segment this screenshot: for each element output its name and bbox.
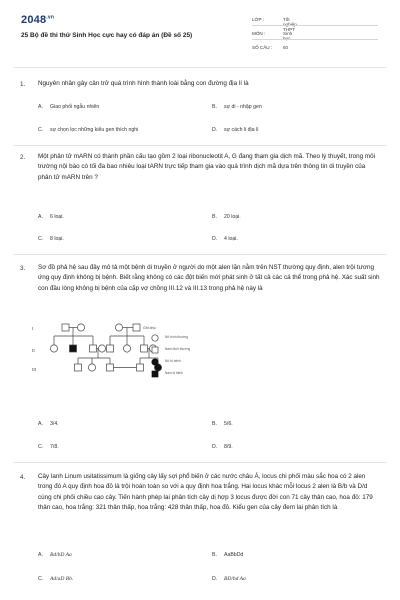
meta-divider [252,39,378,40]
option-text: AaBbDd [224,552,244,558]
question-number: 1. [20,81,26,88]
answer-option-b[interactable] [212,214,241,220]
question-text: Một phân tử mARN có thành phần cấu tạo gồm 2 loại ribonucleotit A, G đang tham gia dịch mã. Theo lý thuyết, trong môi trường nội bào có tối đa bao nhiêu loại tARN trực tiếp tham gia vào quá trình dịch mã dựa trên thông tin di truyền của phân tử mARN trên ? [38,153,375,181]
pedigree-male [90,345,97,352]
pedigree-female [77,324,84,331]
site-logo[interactable] [21,14,54,26]
meta-count-value: 50 [283,45,289,50]
answer-option-b[interactable] [212,552,243,558]
option-text: 3/4. [50,421,59,427]
meta-subject-label: MÔN : [252,31,266,36]
option-letter: B. [212,552,217,558]
document-header [0,0,400,64]
question-number: 3. [20,265,26,272]
answer-option-d[interactable] [212,576,246,582]
legend-male-normal-icon [151,346,159,354]
option-letter: D. [212,236,218,242]
pedigree-male [133,324,140,331]
option-letter: A. [38,552,43,558]
option-letter: D. [212,127,218,133]
legend-label: Nam bị bệnh [165,371,184,375]
legend-male-affected-icon [151,370,159,378]
pedigree-male [137,364,144,371]
question-text: Nguyên nhân gây cản trở quá trình hình thành loài bằng con đường địa lí là [38,80,249,87]
answer-option-b[interactable] [212,421,233,427]
answer-option-a[interactable] [38,421,59,427]
option-letter: D. [212,444,218,450]
option-text: sự chọn lọc những kiểu gen thích nghi [50,127,139,133]
meta-divider [252,25,378,26]
question-number: 2. [20,154,26,161]
option-letter: C. [38,236,44,242]
pedigree-female [88,364,95,371]
pedigree-affected-male [70,345,77,352]
pedigree-male [107,364,114,371]
question-text: Cây lanh Linum usitatissimum là giống cây lấy sợi phổ biến ở các nước châu Á, locus chi phối màu sắc hoa có 2 alen trong đó A quy định hoa đỏ là trội hoàn toàn so với a quy định hoa trắng. Hai locus khác mỗi locus 2 alen là B/b và D/d cùng chi phối chiều cao cây. Tiến hành phép lai phân tích cây dị hợp 3 locus được đời con 71 cây thân cao, hoa đỏ: 179 thân cao, hoa trắng: 321 thân thấp, hoa trắng: 428 thân thấp, hoa đỏ. Kiểu gen của cây đem lai phân tích là [38,473,373,511]
answer-option-c[interactable] [38,127,138,133]
question-divider [14,254,386,255]
document-title: 25 Bộ đề thi thử Sinh Học cực hay có đáp án (Đề số 25) [21,32,193,39]
option-letter: B. [212,214,217,220]
legend-title: Ghi chú: [143,326,157,330]
option-letter: C. [38,127,44,133]
answer-option-d[interactable] [212,444,233,450]
pedigree-female [115,324,122,331]
option-text: 20 loại. [224,214,241,220]
answer-option-c[interactable] [38,236,64,242]
option-text: 8/9. [224,444,233,450]
option-letter: C. [38,444,44,450]
answer-option-a[interactable] [38,552,72,558]
answer-option-d[interactable] [212,236,238,242]
option-text: Ad/aD Bb. [50,576,74,582]
pedigree-male [107,345,114,352]
meta-grade-label: LỚP : [252,17,265,22]
pedigree-male [62,324,69,331]
generation-label: III [32,367,36,372]
legend-label: Nữ bị bệnh [165,359,181,363]
answer-option-a[interactable] [38,104,99,110]
pedigree-male [75,364,82,371]
generation-label: I [32,326,34,331]
meta-count-label: SỐ CÂU : [252,45,273,50]
question-divider [14,145,386,146]
header-divider [14,67,386,68]
pedigree-chart [30,322,220,400]
logo-main: 2048 [21,14,47,26]
answer-option-c[interactable] [38,444,59,450]
answer-option-d[interactable] [212,127,259,133]
option-text: 5/6. [224,421,233,427]
answer-option-a[interactable] [38,214,64,220]
question-text: Sơ đồ phả hệ sau đây mô tả một bệnh di truyền ở người do một alen lặn nằm trên NST thường quy định, alen trội tương ứng quy định không bị bệnh. Biết rằng không có các đột biến mới phát sinh ở tất cả các cá thể trong phả hệ. Xác suất sinh con đầu lòng không bị bệnh của cặp vợ chồng III.12 và III.13 trong phả hệ này là [38,264,380,292]
pedigree-female [123,345,130,352]
legend-female-affected-icon [151,358,159,366]
question-divider [14,462,386,463]
option-text: 6 loại. [50,214,64,220]
option-letter: D. [212,576,218,582]
option-letter: C. [38,576,44,582]
legend-female-normal-icon [151,334,159,342]
option-text: 8 loại. [50,236,64,242]
meta-subject-value: Sinh học [283,31,293,41]
option-letter: B. [212,421,217,427]
option-text: 7/8. [50,444,59,450]
option-letter: A. [38,104,43,110]
option-text: Bd/bD Aa [50,552,72,558]
pedigree-female [50,345,57,352]
option-text: BD/bd Aa [224,576,246,582]
option-text: sự di - nhập gen [224,104,262,110]
option-text: Giao phối ngẫu nhiên [50,104,100,110]
option-letter: B. [212,104,217,110]
generation-label: II [32,348,35,353]
question-number: 4. [20,474,26,481]
option-letter: A. [38,214,43,220]
meta-grade-value: Tốt nghiệp THPT [283,17,297,32]
pedigree-female [98,345,105,352]
pedigree-male [141,345,148,352]
option-letter: A. [38,421,43,427]
option-text: sự cách li địa lí [224,127,259,133]
logo-tld: .vn [46,14,55,21]
option-text: 4 loại. [224,236,238,242]
legend-label: Nam bình thường [165,347,191,351]
answer-option-c[interactable] [38,576,73,582]
answer-option-b[interactable] [212,104,262,110]
legend-label: Nữ bình thường [165,335,188,339]
